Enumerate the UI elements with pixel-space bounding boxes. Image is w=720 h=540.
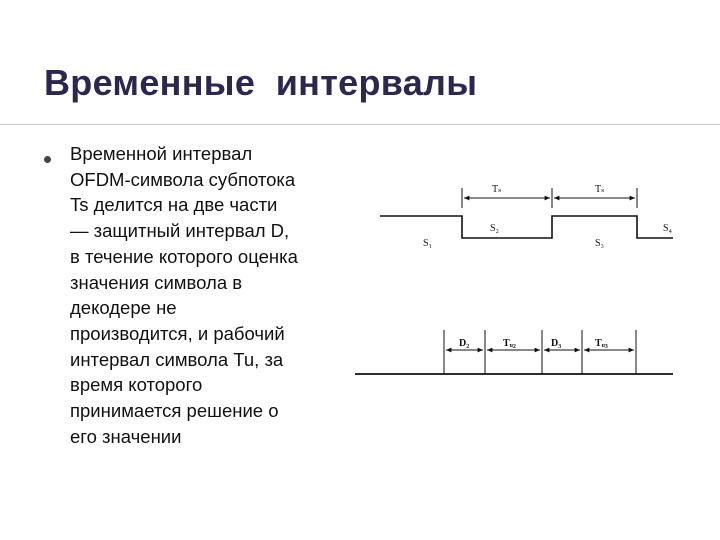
symbol-label: S₄: [663, 223, 673, 234]
bullet-line: Ts делится на две части: [70, 194, 278, 216]
period-label: Tₛ: [595, 184, 605, 195]
bullet-line: OFDM-символа субпотока: [70, 168, 296, 190]
bullet-line: его значении: [70, 425, 182, 447]
timing-diagram: [355, 170, 695, 390]
title-divider: [0, 124, 720, 125]
bullet-line: Временной интервал: [70, 143, 253, 164]
interval-label: D₃: [551, 338, 562, 349]
period-label: Tₛ: [492, 184, 502, 195]
bullet-line: декодере не: [70, 297, 177, 319]
symbol-waveform: [380, 216, 673, 238]
bullet-line: интервал символа Tu, за: [70, 348, 284, 370]
symbol-label: S₁: [423, 238, 433, 249]
interval-diagram: [355, 330, 673, 374]
symbol-label: S₃: [595, 238, 605, 249]
bullet-line: принимается решение о: [70, 400, 279, 422]
symbol-label: S₂: [490, 223, 500, 234]
slide-title: Временные интервалы: [44, 62, 478, 103]
interval-label: Tᵤ₂: [503, 338, 516, 349]
bullet-line: в течение которого оценка: [70, 245, 298, 267]
interval-label: Tᵤ₃: [595, 338, 608, 349]
symbol-waveform-diagram: [380, 184, 673, 249]
interval-label: D₂: [459, 338, 470, 349]
bullet-line: — защитный интервал D,: [70, 220, 290, 242]
bullet-text: [70, 141, 360, 449]
bullet-line: производится, и рабочий: [70, 322, 285, 344]
bullet-line: время которого: [70, 374, 203, 396]
bullet-line: значения символа в: [70, 271, 243, 293]
bullet-dot: [44, 156, 51, 163]
